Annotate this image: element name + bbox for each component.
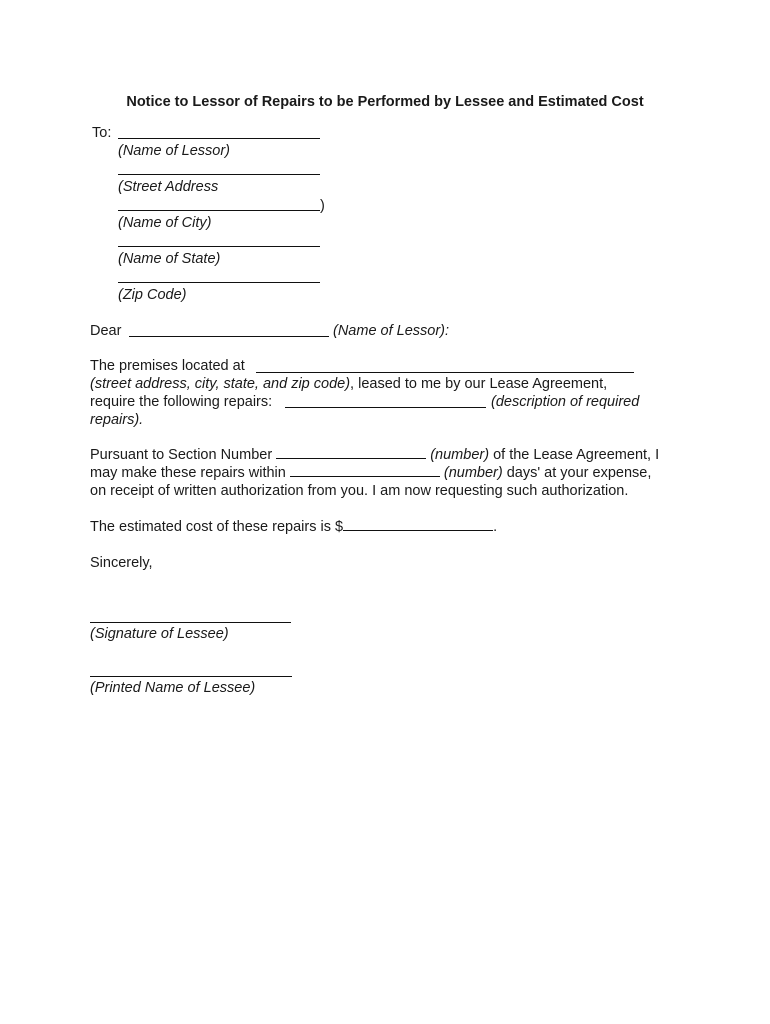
cost-label: The estimated cost of these repairs is $ (90, 519, 344, 535)
lessor-name-line[interactable] (118, 138, 320, 139)
name-of-lessor-hint: (Name of Lessor) (118, 143, 231, 159)
of-lease-text: of the Lease Agreement, I (489, 447, 660, 463)
name-of-state-hint: (Name of State) (118, 251, 221, 267)
printed-name-label: (Printed Name of Lessee) (90, 680, 256, 696)
section-number-blank[interactable] (276, 446, 426, 459)
premises-line[interactable] (256, 372, 634, 373)
repairs-description-line[interactable] (285, 407, 486, 408)
name-of-city-hint: (Name of City) (118, 215, 212, 231)
cost-amount-blank[interactable] (343, 518, 493, 531)
may-make-text: may make these repairs within (90, 465, 286, 481)
pursuant-line (90, 446, 659, 464)
leased-text: , leased to me by our Lease Agreement, (350, 376, 608, 392)
printed-name-line[interactable] (90, 676, 292, 677)
authorization-text: on receipt of written authorization from you. I am now requesting such authorization. (90, 483, 629, 499)
state-line[interactable] (118, 246, 320, 247)
street-address-hint: (Street Address (118, 179, 219, 195)
section-number-hint: (number) (430, 447, 490, 463)
repairs-within-line (90, 464, 651, 482)
street-address-line[interactable] (118, 174, 320, 175)
days-number-hint: (number) (443, 465, 503, 481)
dear-label: Dear (90, 323, 122, 339)
cost-period: . (493, 519, 498, 535)
description-hint: (description of required (491, 394, 640, 410)
to-label: To: (92, 125, 112, 141)
require-text: require the following repairs: (90, 394, 273, 410)
days-number-blank[interactable] (290, 464, 440, 477)
signature-label: (Signature of Lessee) (90, 626, 229, 642)
premises-text: The premises located at (90, 358, 245, 374)
dear-name-hint: (Name of Lessor): (333, 323, 450, 339)
closing-text: Sincerely, (90, 555, 153, 571)
zip-line[interactable] (118, 282, 320, 283)
cost-line (90, 518, 497, 536)
paren-close: ) (320, 198, 325, 214)
days-text: days' at your expense, (502, 465, 652, 481)
address-hint: (street address, city, state, and zip code) (90, 376, 351, 392)
address-hint-line (90, 375, 607, 393)
city-line[interactable] (118, 210, 320, 211)
dear-name-line[interactable] (129, 336, 329, 337)
description-hint-end: repairs). (90, 412, 144, 428)
signature-line[interactable] (90, 622, 291, 623)
pursuant-text: Pursuant to Section Number (90, 447, 273, 463)
document-title: Notice to Lessor of Repairs to be Performed by Lessee and Estimated Cost (126, 94, 644, 110)
zip-code-hint: (Zip Code) (118, 287, 187, 303)
